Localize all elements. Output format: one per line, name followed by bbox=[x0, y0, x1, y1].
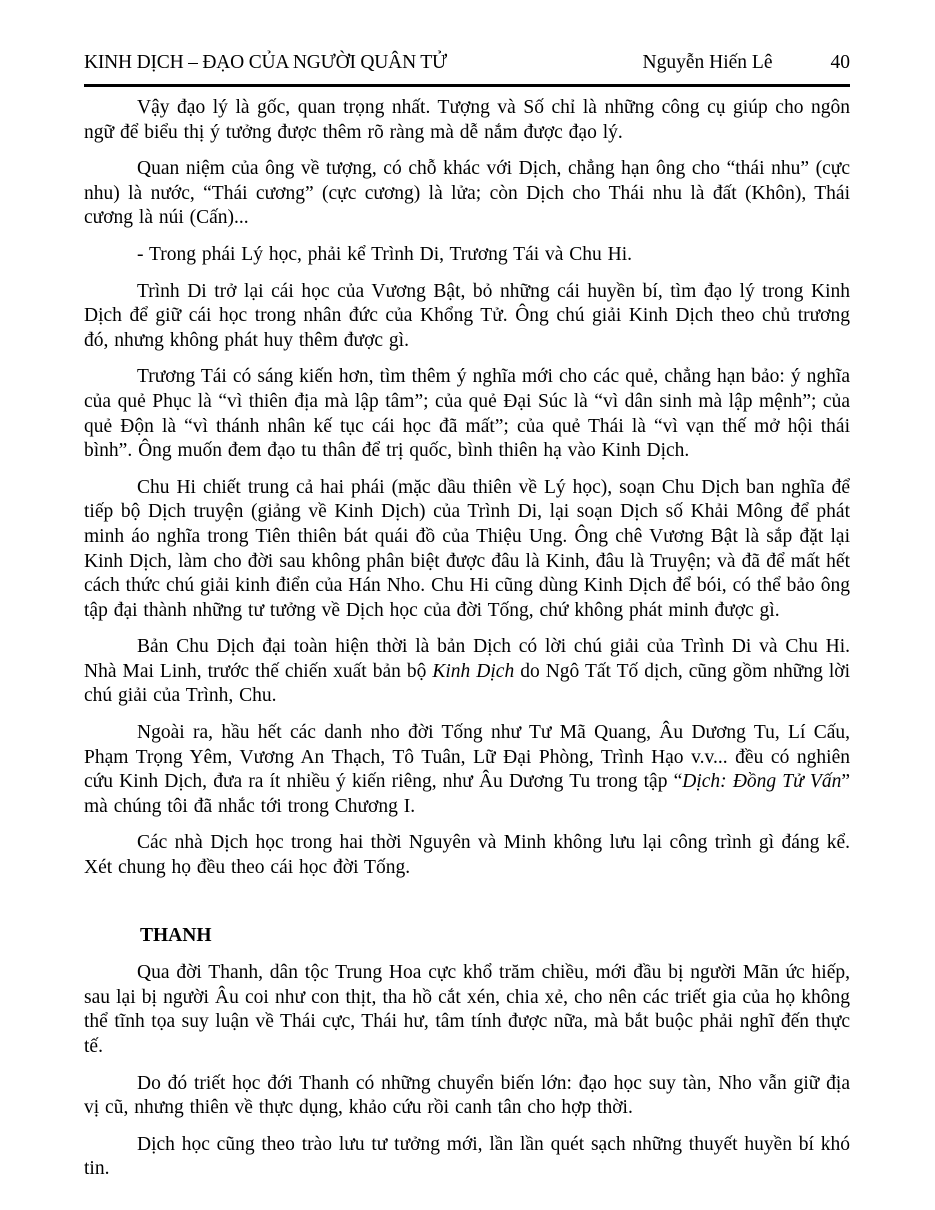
paragraph bbox=[84, 157, 850, 231]
text-run: Vậy đạo lý là gốc, quan trọng nhất. Tượng và Số chỉ là những công cụ giúp cho ngôn ngữ để biểu thị ý tưởng được thêm rõ ràng mà dễ nắm được đạo lý. bbox=[84, 97, 850, 143]
header-title: KINH DỊCH – ĐẠO CỦA NGƯỜI QUÂN TỬ bbox=[84, 52, 447, 73]
text-run: Do đó triết học đới Thanh có những chuyển biến lớn: đạo học suy tàn, Nho vẫn giữ địa vị cũ, nhưng thiên về thực dụng, khảo cứu rồi canh tân cho hợp thời. bbox=[84, 1072, 850, 1119]
text-run: ” mà chúng tôi đã nhắc tới trong Chương I. bbox=[84, 771, 850, 817]
header-page-number: 40 bbox=[830, 52, 850, 73]
paragraph bbox=[84, 96, 850, 145]
text-run: Qua đời Thanh, dân tộc Trung Hoa cực khổ trăm chiều, mới đầu bị người Mãn ức hiếp, sau lại bị người Âu coi như con thịt, tha hồ cắt xén, chia xẻ, cho nên các triết gia của họ không thể tĩnh tọa suy luận về Thái cực, Thái hư, tâm tính được nữa, mà bắt buộc phải nghĩ đến thực tế. bbox=[84, 962, 850, 1057]
page-header bbox=[84, 50, 850, 75]
text-run: - Trong phái Lý học, phải kể Trình Di, Trương Tái và Chu Hi. bbox=[137, 243, 633, 265]
paragraph bbox=[84, 635, 850, 709]
paragraph bbox=[84, 831, 850, 880]
paragraph bbox=[84, 365, 850, 463]
text-run: Dịch học cũng theo trào lưu tư tưởng mới, lần lần quét sạch những thuyết huyền bí khó tin. bbox=[84, 1133, 850, 1180]
text-run: Trình Di trở lại cái học của Vương Bật, bỏ những cái huyền bí, tìm đạo lý trong Kinh Dịch để giữ cái học trong nhân đức của Khổng Tử. Ông chú giải Kinh Dịch theo chủ trương đó, nhưng không phát huy thêm được gì. bbox=[84, 280, 850, 351]
paragraph bbox=[84, 961, 850, 1059]
page-body bbox=[84, 96, 850, 1182]
paragraph bbox=[84, 1072, 850, 1121]
text-run: Quan niệm của ông về tượng, có chỗ khác với Dịch, chẳng hạn ông cho “thái nhu” (cực nhu) là nước, “Thái cương” (cực cương) là lửa; còn Dịch cho Thái nhu là đất (Khôn), Thái cương là núi (Cấn)... bbox=[84, 158, 850, 229]
paragraph bbox=[84, 721, 850, 819]
text-run: Các nhà Dịch học trong hai thời Nguyên và Minh không lưu lại công trình gì đáng kể. Xét chung họ đều theo cái học đời Tống. bbox=[84, 832, 850, 879]
text-run: Ngoài ra, hầu hết các danh nho đời Tống như Tư Mã Quang, Âu Dương Tu, Lí Cấu, Phạm Trọng Yêm, Vương An Thạch, Tô Tuân, Lữ Đại Phòng, Trình Hạo v.v... đều có nghiên cứu Kinh Dịch, đưa ra ít nhiều ý kiến riêng, như Âu Dương Tu trong tập “ bbox=[84, 722, 850, 793]
italic-text: Dịch: Đồng Tử Vấn bbox=[682, 771, 842, 793]
text-run: Bản Chu Dịch đại toàn hiện thời là bản Dịch có lời chú giải của Trình Di và Chu Hi. Nhà Mai Linh, trước thế chiến xuất bản bộ bbox=[84, 636, 850, 682]
text-run: Chu Hi chiết trung cả hai phái (mặc dầu thiên về Lý học), soạn Chu Dịch ban nghĩa để tiếp bộ Dịch truyện (giảng về Kinh Dịch) của Trình Di, lại soạn Dịch số Khải Mông để phát minh áo nghĩa trong Tiên thiên bát quái đồ của Thiệu Ung. Ông chê Vương Bật là sắp đặt lại Kinh Dịch, làm cho đời sau không phân biệt được đâu là Kinh, đâu là Truyện; và đã để mất hết cách thức chú giải kinh điển của Hán Nho. Chu Hi cũng dùng Kinh Dịch để bói, có thể bảo ông tập đại thành những tư tưởng về Dịch học của đời Tống, chứ không phát minh được gì. bbox=[84, 476, 850, 621]
paragraph bbox=[84, 243, 850, 268]
paragraph bbox=[84, 280, 850, 354]
paragraph bbox=[84, 1133, 850, 1182]
header-rule bbox=[84, 84, 850, 87]
text-run: do Ngô Tất Tố dịch, cũng gồm những lời chú giải của Trình, Chu. bbox=[84, 660, 850, 707]
paragraph bbox=[84, 476, 850, 624]
italic-text: Kinh Dịch bbox=[432, 660, 515, 682]
header-author: Nguyễn Hiến Lê bbox=[642, 52, 773, 73]
section-heading: THANH bbox=[140, 924, 212, 946]
text-run: Trương Tái có sáng kiến hơn, tìm thêm ý nghĩa mới cho các quẻ, chẳng hạn bảo: ý nghĩa của quẻ Phục là “vì thiên địa mà lập tâm”; của quẻ Đại Súc là “vì dân sinh mà lập mệnh”; của quẻ Độn là “vì thánh nhân kế tục cái học đã mất”; của quẻ Thái là “vì vạn thế mở hội thái bình”. Ông muốn đem đạo tu thân để trị quốc, bình thiên hạ vào Kinh Dịch. bbox=[84, 366, 850, 462]
